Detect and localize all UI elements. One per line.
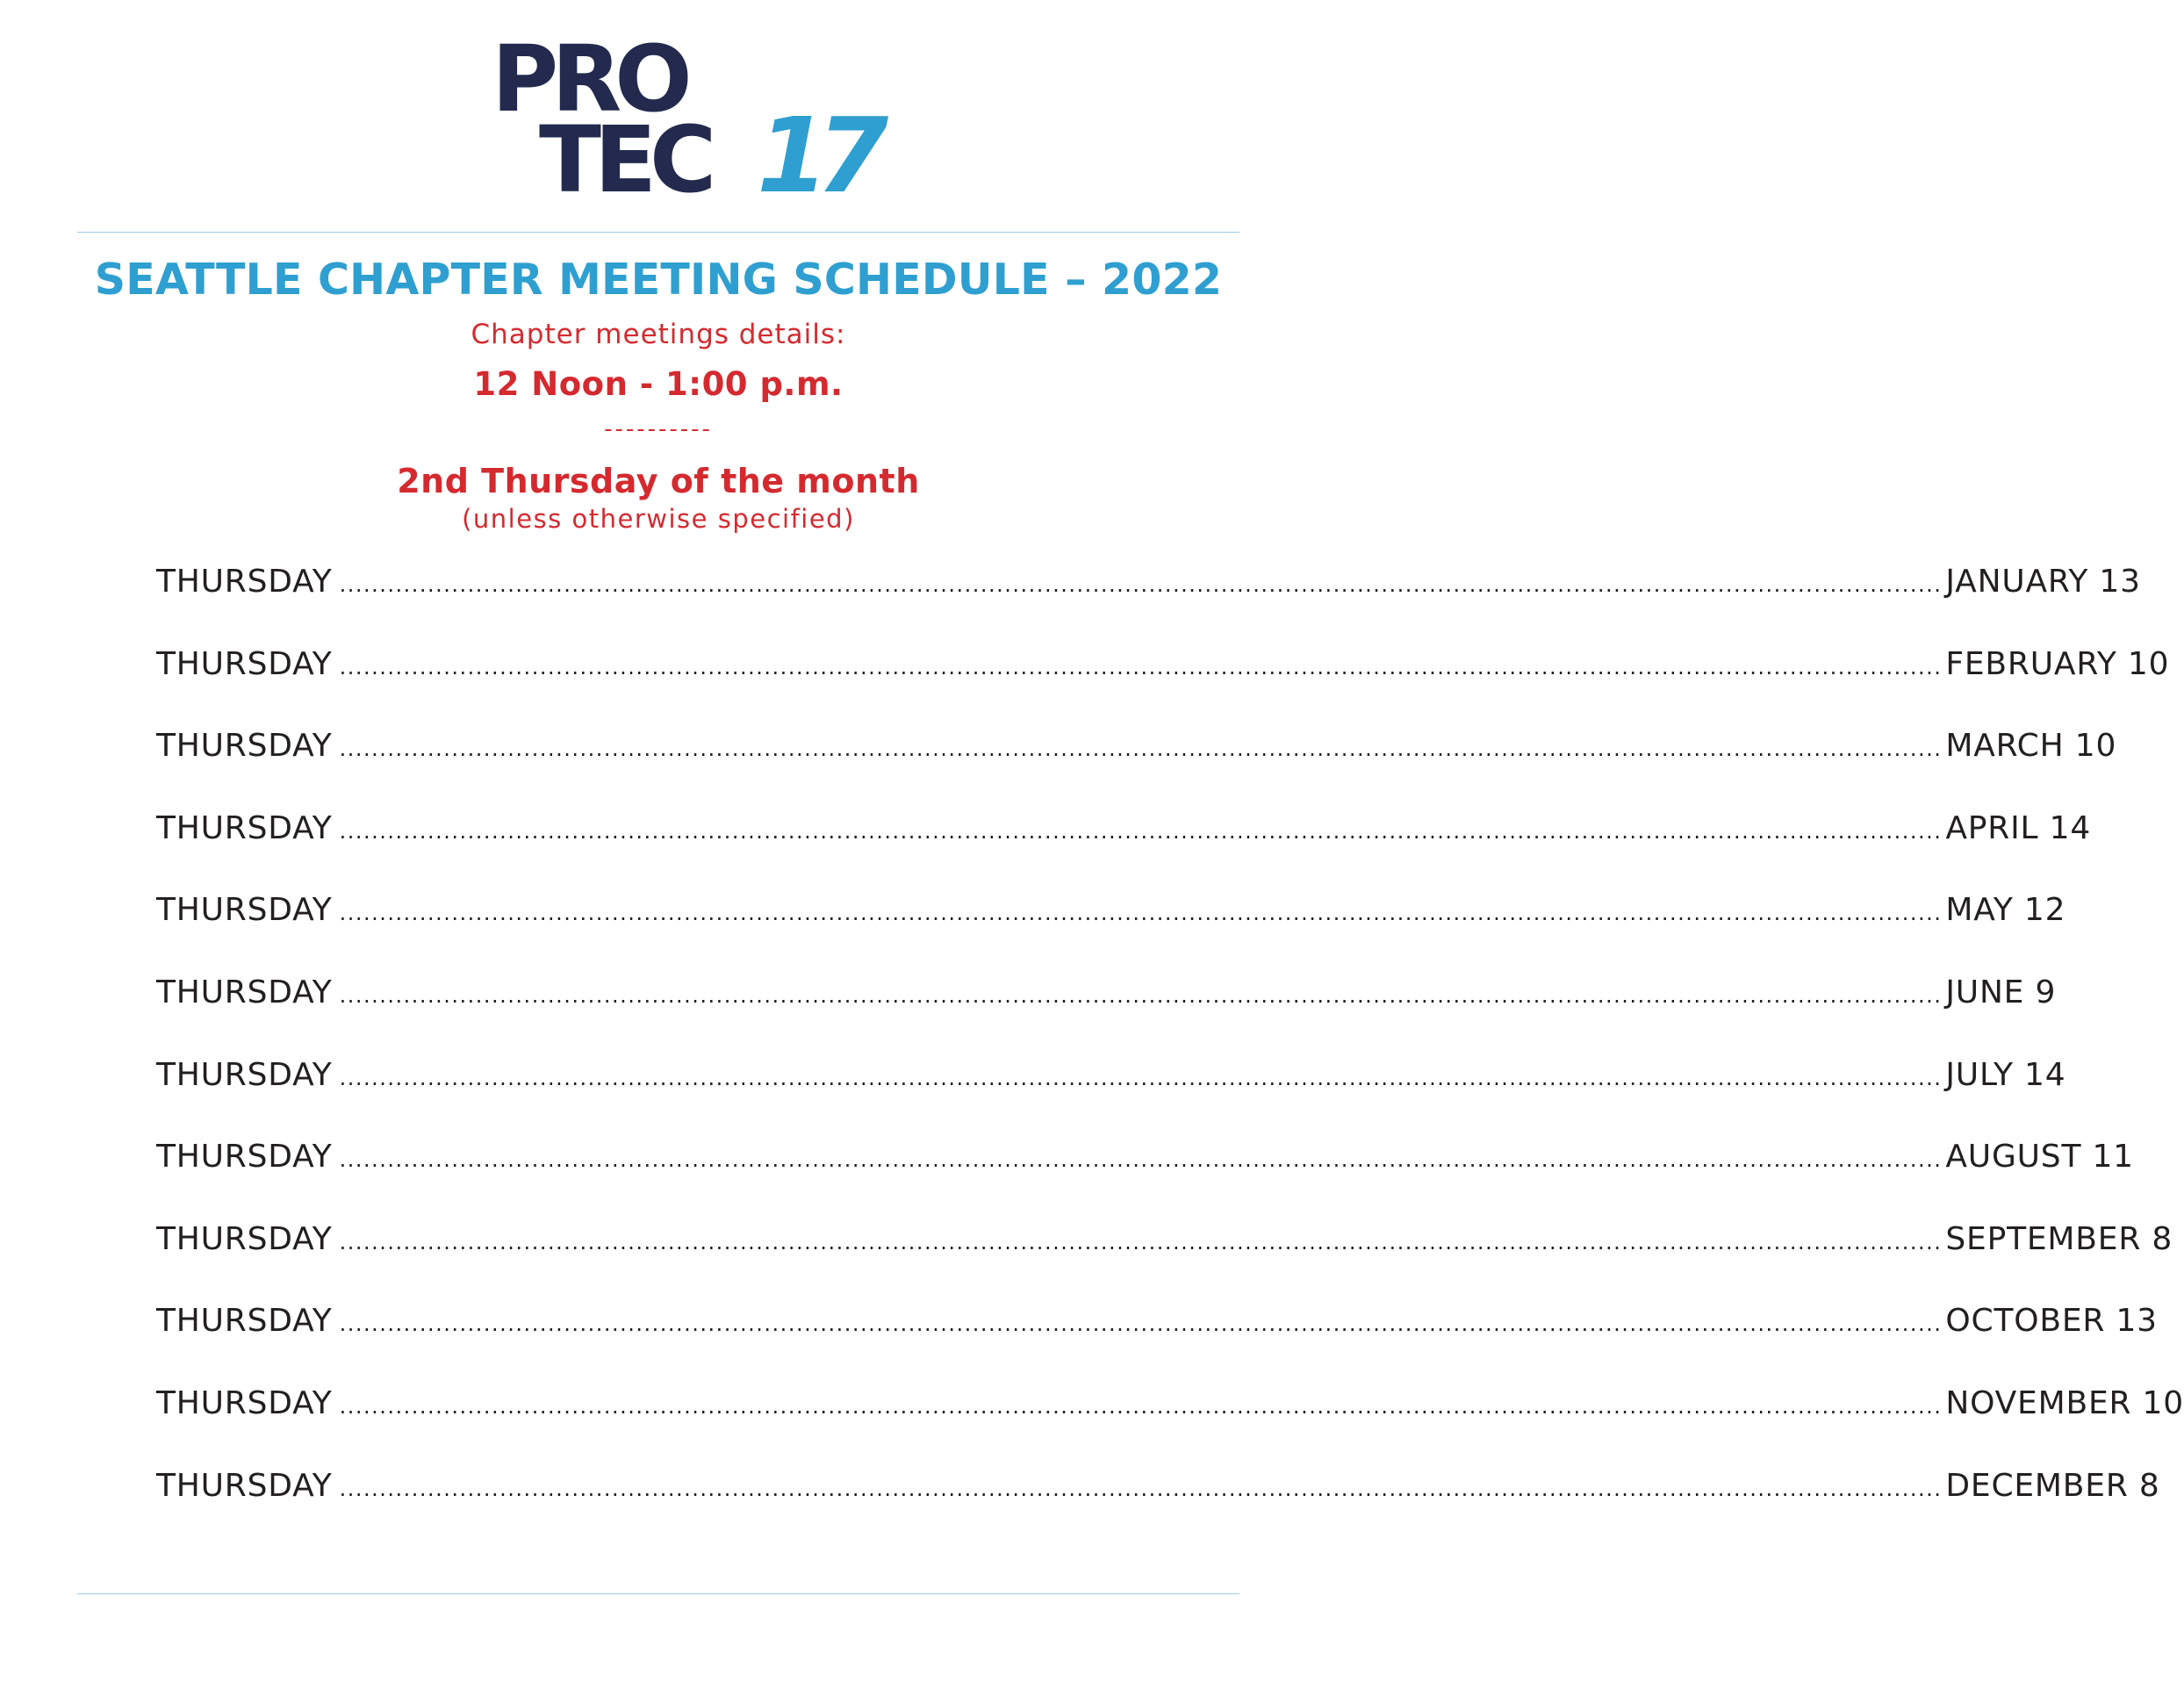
top-divider: [77, 232, 1239, 233]
dot-leader: ........................................................................................................................................................................................................: [339, 1393, 1943, 1419]
schedule-row: [156, 809, 2092, 893]
schedule-date: MAY 12: [1945, 892, 2066, 929]
schedule-row: [156, 564, 2141, 646]
meeting-rule-note: (unless otherwise specified): [462, 504, 855, 534]
schedule-day: THURSDAY: [156, 1056, 333, 1093]
schedule-row: [156, 974, 2057, 1057]
schedule-date: JANUARY 13: [1945, 564, 2141, 600]
schedule-date: SEPTEMBER 8: [1945, 1220, 2173, 1257]
meeting-rule: 2nd Thursday of the month: [397, 462, 920, 500]
logo-wordmark: [492, 25, 877, 216]
schedule-row: [156, 1384, 2184, 1468]
schedule-row: [156, 645, 2170, 729]
dot-leader: ........................................................................................................................................................................................................: [339, 572, 1943, 597]
schedule-date: NOVEMBER 10: [1945, 1384, 2184, 1421]
details-label: Chapter meetings details:: [471, 319, 846, 350]
dot-leader: ........................................................................................................................................................................................................: [339, 818, 1943, 844]
dot-leader: ........................................................................................................................................................................................................: [339, 1476, 1943, 1501]
schedule-day: THURSDAY: [156, 1384, 333, 1421]
schedule-row: [156, 892, 2066, 974]
schedule-day: THURSDAY: [156, 809, 333, 846]
schedule-date: JULY 14: [1945, 1056, 2066, 1093]
schedule-day: THURSDAY: [156, 1220, 333, 1257]
schedule-day: THURSDAY: [156, 564, 333, 600]
logo-line-pro: PRO: [492, 25, 686, 133]
schedule-row: [156, 1220, 2173, 1304]
schedule-day: THURSDAY: [156, 645, 333, 682]
schedule-day: THURSDAY: [156, 892, 333, 929]
schedule-row: [156, 728, 2117, 810]
logo-number-17: 17: [757, 95, 877, 216]
logo-line-tec: TEC: [539, 106, 710, 213]
dot-leader: ........................................................................................................................................................................................................: [339, 1229, 1943, 1255]
schedule-date: AUGUST 11: [1945, 1139, 2134, 1176]
schedule-date: FEBRUARY 10: [1945, 645, 2170, 682]
dot-leader: ........................................................................................................................................................................................................: [339, 1147, 1943, 1173]
dot-leader: ........................................................................................................................................................................................................: [339, 901, 1943, 926]
meeting-time: 12 Noon - 1:00 p.m.: [473, 365, 844, 403]
separator-dashes: ----------: [604, 416, 713, 442]
schedule-date: OCTOBER 13: [1945, 1303, 2158, 1340]
schedule-row: [156, 1467, 2160, 1550]
dot-leader: ........................................................................................................................................................................................................: [339, 1312, 1943, 1337]
schedule-row: [156, 1303, 2158, 1385]
schedule-date: DECEMBER 8: [1945, 1467, 2160, 1504]
schedule-date: APRIL 14: [1945, 809, 2092, 846]
schedule-day: THURSDAY: [156, 728, 333, 765]
dot-leader: ........................................................................................................................................................................................................: [339, 737, 1943, 762]
protec17-logo: [492, 25, 877, 216]
dot-leader: ........................................................................................................................................................................................................: [339, 654, 1943, 679]
bottom-divider: [77, 1593, 1239, 1594]
dot-leader: ........................................................................................................................................................................................................: [339, 1065, 1943, 1090]
schedule-row: [156, 1139, 2134, 1221]
schedule-day: THURSDAY: [156, 974, 333, 1010]
dot-leader: ........................................................................................................................................................................................................: [339, 982, 1943, 1008]
schedule-date: MARCH 10: [1945, 728, 2117, 765]
schedule-day: THURSDAY: [156, 1303, 333, 1340]
schedule-list: [156, 564, 2184, 1549]
schedule-date: JUNE 9: [1945, 974, 2057, 1010]
page-title: SEATTLE CHAPTER MEETING SCHEDULE – 2022: [94, 255, 1223, 305]
schedule-day: THURSDAY: [156, 1467, 333, 1504]
schedule-row: [156, 1056, 2066, 1140]
schedule-day: THURSDAY: [156, 1139, 333, 1176]
